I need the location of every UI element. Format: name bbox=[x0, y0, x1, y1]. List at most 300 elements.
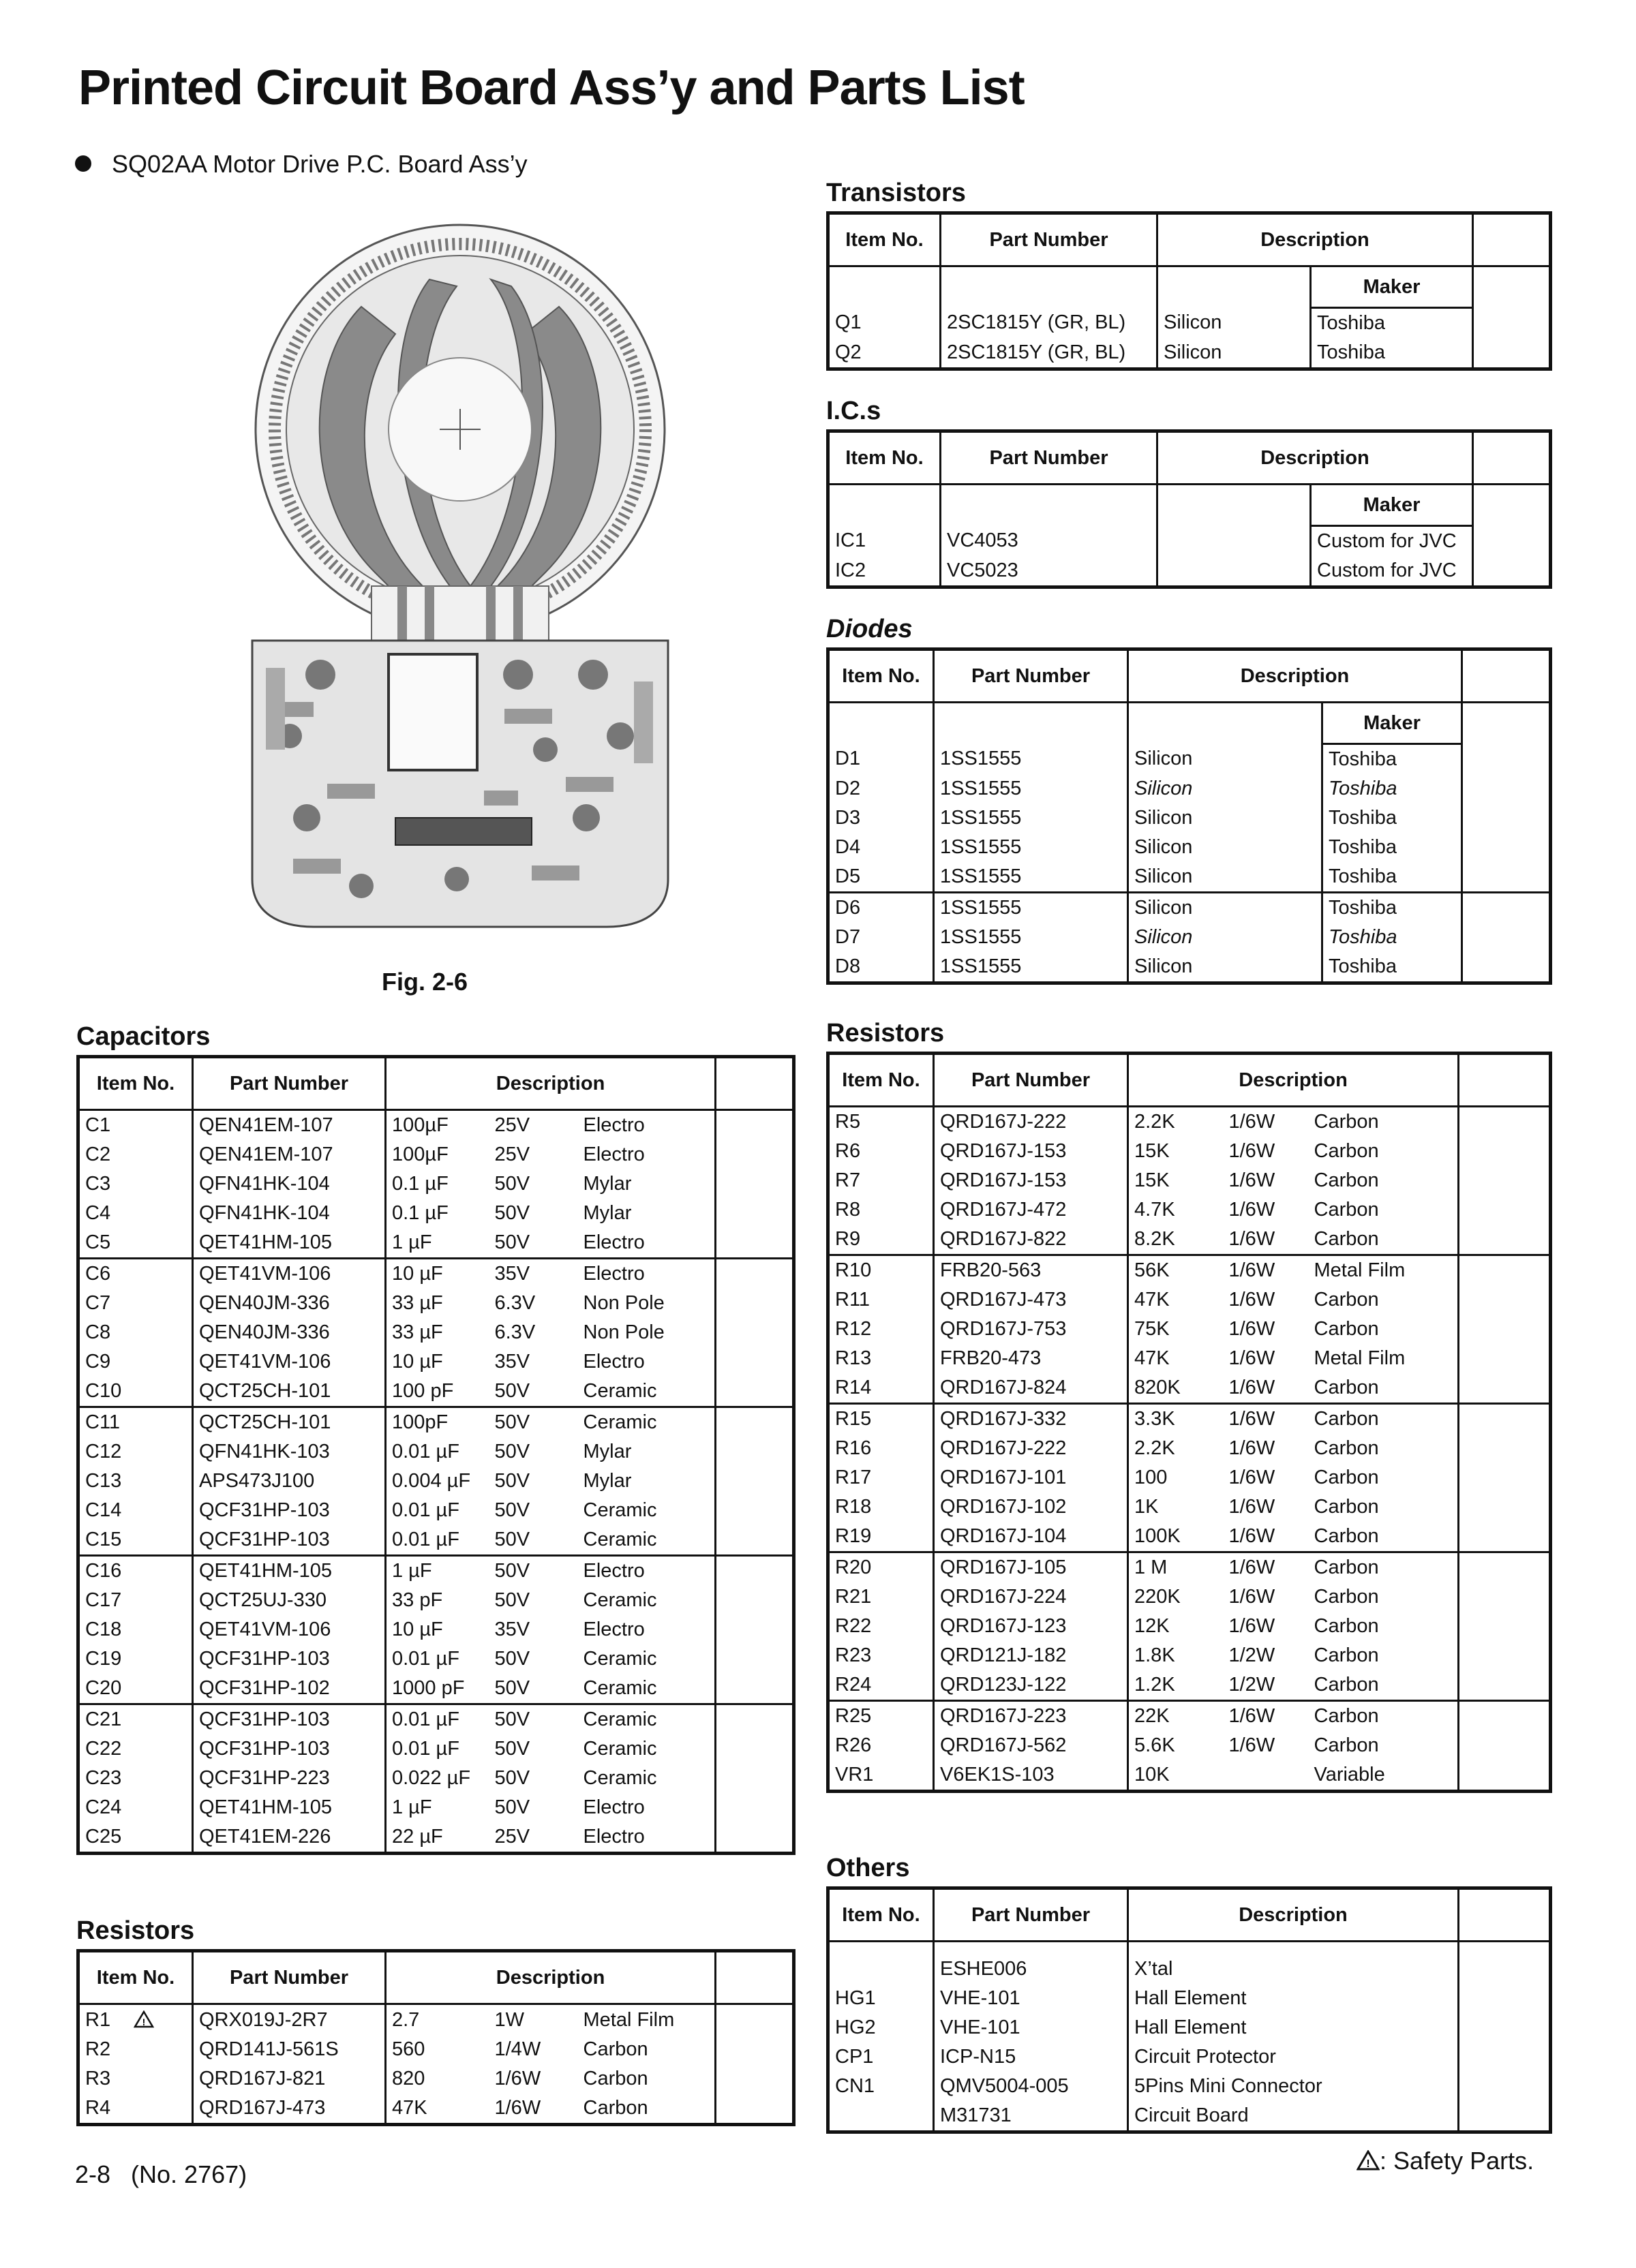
type: Ceramic bbox=[578, 1734, 716, 1764]
description: Hall Element bbox=[1128, 2013, 1459, 2042]
table-row bbox=[78, 1734, 794, 1764]
rating: 1/6W bbox=[1224, 1552, 1309, 1583]
ics-title: I.C.s bbox=[826, 397, 881, 425]
item-no: VR1 bbox=[835, 1764, 874, 1786]
type: Carbon bbox=[1309, 1670, 1459, 1701]
part-number: ESHE006 bbox=[934, 1942, 1128, 1984]
part-number: QET41VM-106 bbox=[193, 1347, 386, 1377]
header-item-no: Item No. bbox=[78, 1057, 193, 1110]
page-number: 2-8 bbox=[75, 2160, 111, 2188]
rating: 1/6W bbox=[1228, 1615, 1275, 1637]
rating: 1/6W bbox=[1224, 1255, 1309, 1286]
part-number: QFN41HK-103 bbox=[193, 1437, 386, 1467]
header-part-number: Part Number bbox=[934, 1054, 1128, 1107]
part-number: VHE-101 bbox=[934, 1984, 1128, 2013]
part-number: QCF31HP-102 bbox=[193, 1674, 386, 1704]
value: 4.7K bbox=[1128, 1195, 1224, 1225]
table-row bbox=[78, 1793, 794, 1822]
value: 15K bbox=[1128, 1166, 1224, 1195]
part-number: QRD167J-753 bbox=[934, 1315, 1128, 1344]
header-maker: Maker bbox=[1311, 485, 1473, 526]
header-description: Description bbox=[386, 1951, 716, 2004]
header-description: Description bbox=[386, 1057, 716, 1110]
table-row bbox=[78, 1407, 794, 1438]
rating: 50V bbox=[494, 1677, 530, 1699]
item-no: R6 bbox=[835, 1140, 861, 1162]
rating: 50V bbox=[494, 1202, 530, 1224]
value: 0.01 µF bbox=[386, 1496, 489, 1525]
table-row bbox=[828, 1166, 1551, 1195]
table-row bbox=[828, 1137, 1551, 1166]
table-row bbox=[78, 1259, 794, 1289]
rating: 50V bbox=[494, 1441, 530, 1462]
table-row bbox=[78, 1289, 794, 1318]
header-item-no: Item No. bbox=[828, 431, 941, 485]
type: Ceramic bbox=[578, 1674, 716, 1704]
resistors-left-title: Resistors bbox=[76, 1916, 195, 1945]
table-row: IC1 VC4053 Custom for JVC bbox=[828, 526, 1551, 557]
table-row bbox=[78, 1556, 794, 1587]
value: 100 pF bbox=[386, 1377, 489, 1407]
value: 3.3K bbox=[1128, 1404, 1224, 1435]
type: Electro bbox=[578, 1110, 716, 1141]
item-no: R16 bbox=[835, 1437, 872, 1459]
type: Carbon bbox=[1309, 1195, 1459, 1225]
value: 33 pF bbox=[386, 1586, 489, 1615]
part-number: VHE-101 bbox=[934, 2013, 1128, 2042]
item-no: R3 bbox=[85, 2068, 111, 2089]
table-row bbox=[78, 1644, 794, 1674]
type: Carbon bbox=[1309, 1373, 1459, 1404]
table-row bbox=[78, 1228, 794, 1259]
type: Ceramic bbox=[578, 1764, 716, 1793]
type: Ceramic bbox=[578, 1525, 716, 1556]
type: Mylar bbox=[578, 1467, 716, 1496]
type: Carbon bbox=[1309, 1107, 1459, 1137]
item-no: R11 bbox=[835, 1289, 870, 1311]
part-number: QRD167J-104 bbox=[934, 1522, 1128, 1552]
value: 22 µF bbox=[386, 1822, 489, 1854]
table-row bbox=[828, 1404, 1551, 1435]
table-row bbox=[78, 1318, 794, 1347]
item-no: C14 bbox=[85, 1499, 122, 1521]
value: 0.01 µF bbox=[386, 1437, 489, 1467]
capacitors-title: Capacitors bbox=[76, 1022, 211, 1051]
rating: 1/6W bbox=[1228, 1347, 1275, 1369]
part-number: V6EK1S-103 bbox=[934, 1760, 1128, 1792]
part-number: QRD167J-222 bbox=[934, 1434, 1128, 1463]
rating: 50V bbox=[494, 1173, 530, 1195]
part-number: QEN41EM-107 bbox=[193, 1140, 386, 1169]
value: 0.1 µF bbox=[386, 1199, 489, 1228]
part-number: QCT25UJ-330 bbox=[193, 1586, 386, 1615]
table-row bbox=[78, 1377, 794, 1407]
table-row: IC2 VC5023 Custom for JVC bbox=[828, 556, 1551, 587]
item-no: C17 bbox=[85, 1589, 122, 1611]
item-no: C2 bbox=[85, 1144, 111, 1165]
value: 47K bbox=[386, 2094, 489, 2125]
item-no: C3 bbox=[85, 1173, 111, 1195]
part-number: QRD121J-182 bbox=[934, 1641, 1128, 1670]
table-row bbox=[78, 1525, 794, 1556]
ics-table bbox=[826, 429, 1552, 589]
page-footer bbox=[75, 2160, 247, 2189]
value: 1 M bbox=[1128, 1552, 1224, 1583]
value: 100K bbox=[1128, 1522, 1224, 1552]
table-row: D5 1SS1555 Silicon Toshiba bbox=[828, 862, 1551, 893]
safety-note: : Safety Parts. bbox=[1380, 2147, 1534, 2175]
rating: 1/6W bbox=[1228, 1525, 1275, 1547]
item-no: C12 bbox=[85, 1441, 122, 1462]
type: Ceramic bbox=[578, 1407, 716, 1438]
part-number: QRD167J-222 bbox=[934, 1107, 1128, 1137]
part-number: QRD167J-105 bbox=[934, 1552, 1128, 1583]
diodes-title: Diodes bbox=[826, 615, 913, 643]
type: Ceramic bbox=[578, 1704, 716, 1735]
part-number: QRD167J-821 bbox=[193, 2064, 386, 2094]
resistors-right-table bbox=[826, 1052, 1552, 1793]
part-number: M31731 bbox=[934, 2101, 1128, 2132]
type: Carbon bbox=[1309, 1582, 1459, 1612]
item-no: R13 bbox=[835, 1347, 872, 1369]
table-row bbox=[78, 1467, 794, 1496]
value: 100pF bbox=[386, 1407, 489, 1438]
type: Mylar bbox=[578, 1169, 716, 1199]
header-part-number: Part Number bbox=[941, 213, 1157, 266]
item-no: C10 bbox=[85, 1380, 122, 1402]
table-row bbox=[828, 2101, 1551, 2132]
part-number: QET41VM-106 bbox=[193, 1615, 386, 1644]
header-description: Description bbox=[1128, 649, 1462, 703]
item-no: C19 bbox=[85, 1648, 122, 1670]
table-row bbox=[828, 1552, 1551, 1583]
type: Carbon bbox=[578, 2094, 716, 2125]
rating: 50V bbox=[494, 1589, 530, 1611]
item-no: C22 bbox=[85, 1738, 122, 1760]
header-item-no: Item No. bbox=[78, 1951, 193, 2004]
item-no: R25 bbox=[835, 1705, 872, 1727]
part-number: QEN40JM-336 bbox=[193, 1289, 386, 1318]
table-row bbox=[78, 2064, 794, 2094]
pcb-figure bbox=[225, 204, 716, 934]
value: 0.1 µF bbox=[386, 1169, 489, 1199]
part-number: QRD123J-122 bbox=[934, 1670, 1128, 1701]
table-row bbox=[828, 1522, 1551, 1552]
part-number: QRD167J-101 bbox=[934, 1463, 1128, 1492]
part-number: QRD167J-123 bbox=[934, 1612, 1128, 1641]
value: 820K bbox=[1128, 1373, 1224, 1404]
header-part-number: Part Number bbox=[193, 1951, 386, 2004]
rating: 1/6W bbox=[1228, 1228, 1275, 1250]
item-no: R4 bbox=[85, 2097, 111, 2119]
table-row bbox=[78, 1822, 794, 1854]
table-row bbox=[828, 2013, 1551, 2042]
item-no: R12 bbox=[835, 1318, 872, 1340]
part-number: QRD167J-223 bbox=[934, 1701, 1128, 1732]
item-no: R15 bbox=[835, 1408, 872, 1430]
table-row bbox=[828, 1984, 1551, 2013]
table-row bbox=[828, 2042, 1551, 2072]
type: Ceramic bbox=[578, 1496, 716, 1525]
item-no: C5 bbox=[85, 1231, 111, 1253]
rating: 50V bbox=[494, 1767, 530, 1789]
table-row bbox=[828, 1225, 1551, 1255]
subtitle-text: SQ02AA Motor Drive P.C. Board Ass’y bbox=[112, 150, 528, 178]
rating: 25V bbox=[494, 1826, 530, 1848]
header-item-no: Item No. bbox=[828, 213, 941, 266]
header-description: Description bbox=[1128, 1054, 1459, 1107]
description: X’tal bbox=[1128, 1942, 1459, 1984]
item-no: C20 bbox=[85, 1677, 122, 1699]
type: Carbon bbox=[1309, 1522, 1459, 1552]
page-title: Printed Circuit Board Ass’y and Parts List bbox=[78, 61, 1025, 115]
rating: 1/6W bbox=[1228, 1289, 1275, 1311]
item-no: C4 bbox=[85, 1202, 111, 1224]
rating bbox=[1224, 1760, 1309, 1792]
part-number: QEN41EM-107 bbox=[193, 1110, 386, 1141]
value: 2.7 bbox=[386, 2004, 489, 2036]
part-number: QRD167J-224 bbox=[934, 1582, 1128, 1612]
type: Mylar bbox=[578, 1199, 716, 1228]
type: Electro bbox=[578, 1228, 716, 1259]
item-no: C6 bbox=[85, 1263, 111, 1285]
rating: 1/4W bbox=[494, 2038, 541, 2060]
type: Carbon bbox=[578, 2035, 716, 2064]
description: Circuit Board bbox=[1128, 2101, 1459, 2132]
item-no: CP1 bbox=[828, 2042, 934, 2072]
item-no: C24 bbox=[85, 1796, 122, 1818]
part-number: QMV5004-005 bbox=[934, 2072, 1128, 2101]
type: Carbon bbox=[1309, 1315, 1459, 1344]
table-row bbox=[828, 1612, 1551, 1641]
value: 0.01 µF bbox=[386, 1734, 489, 1764]
value: 1.2K bbox=[1128, 1670, 1224, 1701]
rating: 50V bbox=[494, 1231, 530, 1253]
rating: 1W bbox=[494, 2008, 524, 2031]
type: Non Pole bbox=[578, 1318, 716, 1347]
type: Carbon bbox=[578, 2064, 716, 2094]
rating: 1/6W bbox=[1224, 1404, 1309, 1435]
value: 0.01 µF bbox=[386, 1525, 489, 1556]
rating: 25V bbox=[494, 1114, 530, 1136]
item-no: HG2 bbox=[828, 2013, 934, 2042]
item-no: HG1 bbox=[828, 1984, 934, 2013]
rating: 1/2W bbox=[1228, 1644, 1275, 1666]
type: Electro bbox=[578, 1615, 716, 1644]
rating: 50V bbox=[494, 1529, 530, 1550]
value: 33 µF bbox=[386, 1318, 489, 1347]
rating: 1/6W bbox=[494, 2097, 541, 2119]
table-row bbox=[828, 1760, 1551, 1792]
type: Electro bbox=[578, 1140, 716, 1169]
value: 5.6K bbox=[1128, 1731, 1224, 1760]
value: 100µF bbox=[386, 1110, 489, 1141]
component-area bbox=[252, 641, 668, 927]
header-part-number: Part Number bbox=[934, 649, 1128, 703]
value: 33 µF bbox=[386, 1289, 489, 1318]
type: Variable bbox=[1309, 1760, 1459, 1792]
part-number: QRD141J-561S bbox=[193, 2035, 386, 2064]
header-maker: Maker bbox=[1322, 703, 1462, 744]
item-no: R18 bbox=[835, 1496, 872, 1518]
rating: 50V bbox=[489, 1407, 578, 1438]
table-row bbox=[828, 2072, 1551, 2101]
type: Carbon bbox=[1309, 1731, 1459, 1760]
resistors-right-title: Resistors bbox=[826, 1019, 945, 1047]
item-no: C21 bbox=[85, 1708, 122, 1730]
header-description: Description bbox=[1128, 1888, 1459, 1942]
rating: 1/6W bbox=[1228, 1437, 1275, 1459]
rating: 1/6W bbox=[1228, 1111, 1275, 1133]
table-row: D7 1SS1555 Silicon Toshiba bbox=[828, 923, 1551, 952]
part-number: ICP-N15 bbox=[934, 2042, 1128, 2072]
part-number: FRB20-473 bbox=[934, 1344, 1128, 1373]
type: Electro bbox=[578, 1347, 716, 1377]
rating: 1/6W bbox=[1228, 1734, 1275, 1756]
transistors-table bbox=[826, 211, 1552, 371]
part-number: QCT25CH-101 bbox=[193, 1377, 386, 1407]
type: Carbon bbox=[1309, 1434, 1459, 1463]
item-no: R9 bbox=[835, 1228, 861, 1250]
rating: 1/6W bbox=[1228, 1377, 1275, 1398]
part-number: QET41VM-106 bbox=[193, 1259, 386, 1289]
part-number: QFN41HK-104 bbox=[193, 1199, 386, 1228]
table-row bbox=[828, 1315, 1551, 1344]
type: Ceramic bbox=[578, 1377, 716, 1407]
table-row bbox=[828, 1285, 1551, 1315]
table-row bbox=[828, 1434, 1551, 1463]
part-number: QRD167J-473 bbox=[193, 2094, 386, 2125]
transistors-title: Transistors bbox=[826, 179, 966, 207]
value: 0.022 µF bbox=[386, 1764, 489, 1793]
part-number: QCF31HP-103 bbox=[193, 1496, 386, 1525]
item-no: R21 bbox=[835, 1586, 872, 1608]
rating: 50V bbox=[489, 1704, 578, 1735]
table-row bbox=[828, 1344, 1551, 1373]
type: Carbon bbox=[1309, 1285, 1459, 1315]
table-row bbox=[78, 1140, 794, 1169]
item-no: C9 bbox=[85, 1351, 111, 1373]
part-number: QRX019J-2R7 bbox=[193, 2004, 386, 2036]
warning-triangle-icon bbox=[134, 2010, 154, 2028]
svg-text:!: ! bbox=[142, 2017, 146, 2027]
table-row bbox=[828, 1255, 1551, 1286]
item-no: C13 bbox=[85, 1470, 122, 1492]
value: 10 µF bbox=[386, 1347, 489, 1377]
type: Carbon bbox=[1309, 1404, 1459, 1435]
item-no: C15 bbox=[85, 1529, 122, 1550]
item-no: R23 bbox=[835, 1644, 872, 1666]
value: 8.2K bbox=[1128, 1225, 1224, 1255]
header-item-no: Item No. bbox=[828, 649, 934, 703]
warning-triangle-icon bbox=[1357, 2150, 1380, 2171]
item-no: R24 bbox=[835, 1674, 872, 1696]
part-number: QCF31HP-103 bbox=[193, 1704, 386, 1735]
bullet-icon bbox=[75, 155, 91, 172]
header-description: Description bbox=[1157, 431, 1473, 485]
part-number: QEN40JM-336 bbox=[193, 1318, 386, 1347]
part-number: QET41EM-226 bbox=[193, 1822, 386, 1854]
part-number: QFN41HK-104 bbox=[193, 1169, 386, 1199]
table-row: D4 1SS1555 Silicon Toshiba bbox=[828, 833, 1551, 862]
value: 1.8K bbox=[1128, 1641, 1224, 1670]
header-item-no: Item No. bbox=[828, 1888, 934, 1942]
item-no: C16 bbox=[85, 1560, 122, 1582]
table-row bbox=[828, 1195, 1551, 1225]
table-row bbox=[828, 1670, 1551, 1701]
type: Mylar bbox=[578, 1437, 716, 1467]
item-no: C18 bbox=[85, 1619, 122, 1640]
type: Ceramic bbox=[578, 1644, 716, 1674]
value: 56K bbox=[1128, 1255, 1224, 1286]
table-row bbox=[78, 2094, 794, 2125]
part-number: QRD167J-824 bbox=[934, 1373, 1128, 1404]
type: Carbon bbox=[1309, 1137, 1459, 1166]
type: Carbon bbox=[1309, 1612, 1459, 1641]
table-row bbox=[828, 1701, 1551, 1732]
item-no: R2 bbox=[85, 2038, 111, 2060]
table-row bbox=[828, 1107, 1551, 1137]
table-row bbox=[828, 1641, 1551, 1670]
table-row bbox=[78, 1347, 794, 1377]
type: Metal Film bbox=[1309, 1344, 1459, 1373]
svg-text:!: ! bbox=[1366, 2158, 1370, 2170]
item-no: R10 bbox=[835, 1259, 872, 1281]
type: Carbon bbox=[1309, 1641, 1459, 1670]
part-number: QRD167J-473 bbox=[934, 1285, 1128, 1315]
type: Metal Film bbox=[1309, 1255, 1459, 1286]
table-row bbox=[78, 1704, 794, 1735]
resistors-left-table bbox=[76, 1949, 796, 2126]
rating: 6.3V bbox=[494, 1321, 536, 1343]
value: 1000 pF bbox=[386, 1674, 489, 1704]
value: 1 µF bbox=[386, 1793, 489, 1822]
value: 47K bbox=[1128, 1344, 1224, 1373]
value: 47K bbox=[1128, 1285, 1224, 1315]
part-number: QCF31HP-103 bbox=[193, 1525, 386, 1556]
value: 1 µF bbox=[386, 1556, 489, 1587]
diodes-table bbox=[826, 647, 1552, 985]
item-no: C25 bbox=[85, 1826, 122, 1848]
value: 10 µF bbox=[386, 1615, 489, 1644]
value: 22K bbox=[1128, 1701, 1224, 1732]
description: Hall Element bbox=[1128, 1984, 1459, 2013]
header-description: Description bbox=[1157, 213, 1473, 266]
type: Metal Film bbox=[578, 2004, 716, 2036]
rating: 50V bbox=[494, 1648, 530, 1670]
part-number: QRD167J-822 bbox=[934, 1225, 1128, 1255]
part-number: QRD167J-472 bbox=[934, 1195, 1128, 1225]
value: 2.2K bbox=[1128, 1434, 1224, 1463]
rating: 50V bbox=[494, 1796, 530, 1818]
header-maker: Maker bbox=[1311, 266, 1473, 308]
value: 1K bbox=[1128, 1492, 1224, 1522]
table-row bbox=[828, 1492, 1551, 1522]
header-part-number: Part Number bbox=[934, 1888, 1128, 1942]
item-no: R8 bbox=[835, 1199, 861, 1221]
rating: 1/6W bbox=[1228, 1467, 1275, 1488]
capacitors-table bbox=[76, 1055, 796, 1855]
description: 5Pins Mini Connector bbox=[1128, 2072, 1459, 2101]
item-no: R26 bbox=[835, 1734, 872, 1756]
value: 2.2K bbox=[1128, 1107, 1224, 1137]
others-title: Others bbox=[826, 1854, 910, 1882]
rating: 1/6W bbox=[494, 2068, 541, 2089]
table-row: Q2 2SC1815Y (GR, BL) Silicon Toshiba bbox=[828, 338, 1551, 369]
type: Ceramic bbox=[578, 1586, 716, 1615]
table-row bbox=[78, 1110, 794, 1141]
part-number: QET41HM-105 bbox=[193, 1228, 386, 1259]
